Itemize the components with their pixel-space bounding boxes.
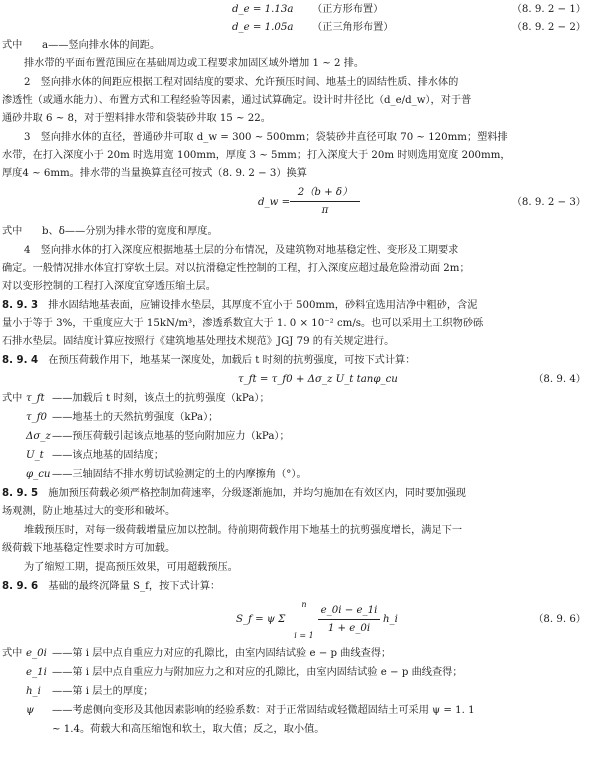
section-895-number: 8. 9. 5: [2, 488, 39, 499]
symbol-delta-sigma-z: Δσ_z: [26, 431, 51, 442]
equation-892-2-number: （8. 9. 2 − 2）: [511, 22, 586, 33]
definition-delta-sigma-z: ——预压荷载引起该点地基的竖向附加应力（kPa）；: [52, 431, 290, 442]
definition-e1i: ——第 i 层中点自重应力与附加应力之和对应的孔隙比，由室内固结试验 e − p 曲线查得；: [52, 667, 463, 678]
equation-892-3-numerator: 2（b + δ）: [297, 187, 353, 198]
paragraph-5-line-2: 级荷载下地基稳定性要求时方可加载。: [2, 543, 176, 554]
paragraph-5-line-1: 堆载预压时，对每一级荷载增量应加以控制。待前期荷载作用下地基土的抗剪强度增长，满足下一: [24, 525, 463, 536]
symbol-h-i: h_i: [26, 686, 41, 697]
symbol-u-t: U_t: [26, 450, 44, 461]
definition-phi-cu: ——三轴固结不排水剪切试验测定的土的内摩擦角（°）。: [52, 469, 307, 480]
paragraph-3-line-3: 厚度4 ~ 6mm。排水带的当量换算直径可按式（8. 9. 2 − 3）换算: [2, 168, 307, 179]
definition-h-i: ——第 i 层土的厚度；: [52, 686, 154, 697]
paragraph-2-line-2: 渗透性（或通水能力）、布置方式和工程经验等因素，通过试算确定。设计时井径比（d_e/d_w），对于普: [2, 95, 472, 106]
equation-892-1: d_e = 1.13a: [232, 4, 294, 15]
section-893-line-3: 石排水垫层。固结度计算应按照行《建筑地基处理技术规范》JGJ 79 的有关规定进行。: [2, 336, 395, 347]
definition-tau-f0: ——地基土的天然抗剪强度（kPa）；: [52, 412, 219, 423]
symbol-psi: ψ: [26, 705, 34, 716]
equation-894-number: （8. 9. 4）: [533, 374, 586, 385]
where-label-894: 式中: [2, 393, 23, 404]
section-893-line-1: 8. 9. 3 排水固结地基表面，应铺设排水垫层，其厚度不宜小于 500mm，砂料宜选用洁净中粗砂，含泥: [2, 300, 478, 311]
definition-u-t: ——该点地基的固结度；: [52, 450, 165, 461]
fraction-bar: [318, 619, 380, 620]
section-894-line-1: 8. 9. 4 在预压荷载作用下，地基某一深度处，加载后 t 时刻的抗剪强度，可按下式计算：: [2, 355, 416, 366]
equation-896-sum-upper: n: [301, 600, 307, 609]
paragraph-overload-preloading: 为了缩短工期，提高预压效果，可用超载预压。: [24, 562, 238, 573]
section-895-line-2: 场观测，防止地基过大的变形和破坏。: [2, 506, 176, 517]
equation-892-2: d_e = 1.05a: [232, 22, 294, 33]
symbol-tau-f0: τ_f0: [26, 412, 47, 423]
section-893-number: 8. 9. 3: [2, 300, 39, 311]
paragraph-2-line-3: 通砂井取 6 ~ 8，对于塑料排水带和袋装砂井取 15 ~ 22。: [2, 113, 271, 124]
definition-psi: ——考虑侧向变形及其他因素影响的经验系数：对于正常固结或轻微超固结土可采用 ψ = 1. 1: [52, 705, 475, 716]
paragraph-3-line-1: 3 竖向排水体的直径，普通砂井可取 d_w = 300 ~ 500mm；袋装砂井直径可取 70 ~ 120mm；塑料排: [24, 132, 508, 143]
equation-892-1-number: （8. 9. 2 − 1）: [511, 4, 586, 15]
equation-892-3-denominator: π: [321, 205, 329, 216]
equation-892-3-lhs: d_w =: [258, 197, 291, 208]
section-894-number: 8. 9. 4: [2, 355, 39, 366]
paragraph-4-line-1: 4 竖向排水体的打入深度应根据地基土层的分布情况，及建筑物对地基稳定性、变形及工期要求: [24, 245, 459, 256]
where-label-896: 式中: [2, 648, 23, 659]
equation-896-numerator: e_0i − e_1i: [320, 605, 378, 616]
equation-896-number: （8. 9. 6）: [533, 614, 586, 625]
paragraph-drain-range: 排水带的平面布置范围应在基础周边或工程要求加固区域外增加 1 ~ 2 排。: [24, 58, 365, 69]
equation-892-3-number: （8. 9. 2 − 3）: [511, 197, 586, 208]
equation-896-lhs: S_f = ψ Σ: [236, 614, 286, 625]
paragraph-2-line-1: 2 竖向排水体的间距应根据工程对固结度的要求、允许预压时间、地基土的固结性质、排水体的: [24, 77, 459, 88]
fraction-bar: [290, 201, 360, 202]
symbol-e0i: e_0i: [26, 648, 47, 659]
section-893-line-2: 量小于等于 3%，干重度应大于 15kN/m³，渗透系数宜大于 1. 0 × 10⁻² cm/s。也可以采用土工织物砂砾: [2, 318, 484, 329]
definition-tau-ft: ——加载后 t 时刻，该点土的抗剪强度（kPa）；: [52, 393, 270, 404]
where-label-a: 式中: [2, 40, 23, 51]
symbol-phi-cu: φ_cu: [26, 469, 51, 480]
paragraph-4-line-2: 确定。一般情况排水体宜打穿软土层。对以抗滑稳定性控制的工程，打入深度应超过最危险滑动面 2m；: [2, 263, 470, 274]
equation-896-denominator: 1 + e_0i: [327, 623, 371, 634]
equation-896-sum-lower: i = 1: [294, 631, 314, 640]
equation-892-2-note: （正三角形布置）: [312, 22, 394, 33]
where-b-definition: b、δ——分别为排水带的宽度和厚度。: [42, 226, 218, 237]
paragraph-3-line-2: 水带，在打入深度小于 20m 时选用宽 100mm，厚度 3 ~ 5mm；打入深度大于 20m 时则选用宽度 200mm，: [2, 150, 511, 161]
equation-896-tail: h_i: [383, 614, 398, 625]
equation-892-1-note: （正方形布置）: [312, 4, 384, 15]
symbol-tau-ft: τ_ft: [26, 393, 45, 404]
where-label-b: 式中: [2, 226, 23, 237]
equation-894: τ_ft = τ_f0 + Δσ_z U_t tanφ_cu: [238, 374, 398, 385]
section-895-line-1: 8. 9. 5 施加预压荷载必须严格控制加荷速率，分级逐渐施加，并均匀施加在有效区内，同时要加强现: [2, 488, 466, 499]
definition-psi-continued: ~ 1.4。荷载大和高压缩饱和软土，取大值；反之，取小值。: [52, 724, 325, 735]
paragraph-4-line-3: 对以变形控制的工程打入深度宜穿透压缩土层。: [2, 281, 216, 292]
symbol-e1i: e_1i: [26, 667, 47, 678]
where-a-definition: a——竖向排水体的间距。: [42, 40, 161, 51]
section-896-number: 8. 9. 6: [2, 581, 39, 592]
section-896-line-1: 8. 9. 6 基础的最终沉降量 S_f，按下式计算：: [2, 581, 221, 592]
definition-e0i: ——第 i 层中点自重应力对应的孔隙比，由室内固结试验 e − p 曲线查得；: [52, 648, 392, 659]
